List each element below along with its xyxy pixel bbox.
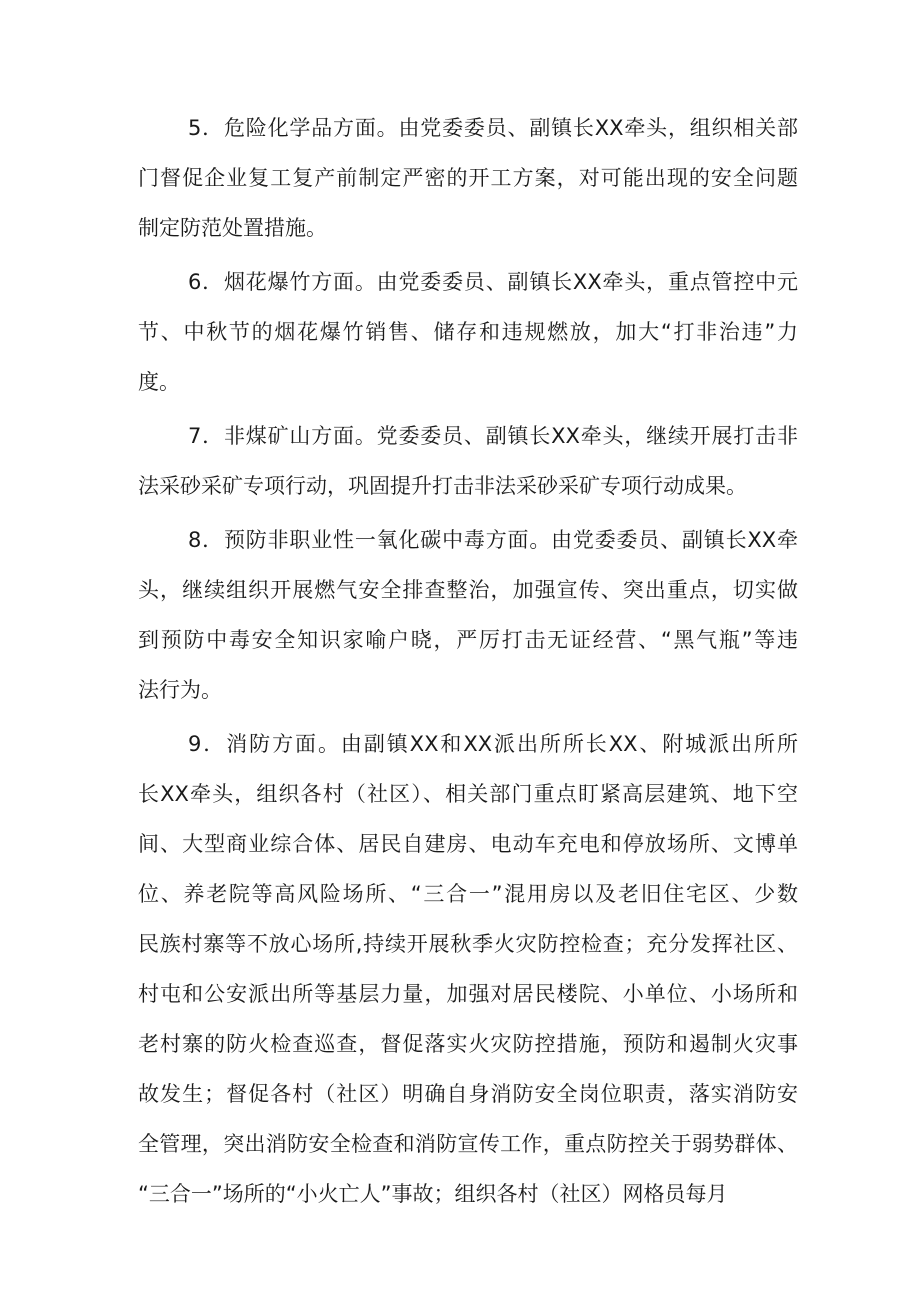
paragraph-line: 法采砂采矿专项行动，巩固提升打击非法采砂采矿专项行动成果。 (138, 474, 747, 498)
paragraph-line: 到预防中毒安全知识家喻户晓，严厉打击无证经营、“黑气瓶”等违 (138, 628, 798, 652)
paragraph-line: 6．烟花爆竹方面。由党委委员、副镇长XX牵头，重点管控中元 (188, 270, 798, 294)
paragraph-line: “三合一”场所的“小火亡人”事故；组织各村（社区）网格员每月 (138, 1182, 728, 1206)
paragraph-line: 门督促企业复工复产前制定严密的开工方案，对可能出现的安全问题 (138, 166, 798, 190)
paragraph-line: 头，继续组织开展燃气安全排查整治，加强宣传、突出重点，切实做 (138, 578, 798, 602)
paragraph-line: 8．预防非职业性一氧化碳中毒方面。由党委委员、副镇长XX牵 (188, 528, 798, 552)
paragraph-line: 老村寨的防火检查巡查，督促落实火灾防控措施，预防和遏制火灾事 (138, 1032, 798, 1056)
paragraph-line: 制定防范处置措施。 (138, 216, 327, 240)
paragraph-line: 间、大型商业综合体、居民自建房、电动车充电和停放场所、文博单 (138, 832, 798, 856)
paragraph-line: 度。 (138, 370, 180, 394)
paragraph-line: 长XX牵头，组织各村（社区）、相关部门重点盯紧高层建筑、地下空 (138, 782, 798, 806)
paragraph-line: 7．非煤矿山方面。党委委员、副镇长XX牵头，继续开展打击非 (188, 424, 798, 448)
paragraph-line: 法行为。 (138, 678, 222, 702)
paragraph-line: 节、中秋节的烟花爆竹销售、储存和违规燃放，加大“打非治违”力 (138, 320, 798, 344)
paragraph-line: 民族村寨等不放心场所,持续开展秋季火灾防控检查；充分发挥社区、 (138, 932, 798, 956)
paragraph-line: 村屯和公安派出所等基层力量，加强对居民楼院、小单位、小场所和 (138, 982, 798, 1006)
paragraph-line: 位、养老院等高风险场所、“三合一”混用房以及老旧住宅区、少数 (138, 882, 798, 906)
paragraph-line: 9．消防方面。由副镇XX和XX派出所所长XX、附城派出所所 (188, 732, 798, 756)
paragraph-line: 全管理，突出消防安全检查和消防宣传工作，重点防控关于弱势群体、 (138, 1132, 798, 1156)
paragraph-line: 故发生；督促各村（社区）明确自身消防安全岗位职责，落实消防安 (138, 1082, 798, 1106)
paragraph-line: 5．危险化学品方面。由党委委员、副镇长XX牵头，组织相关部 (188, 116, 798, 140)
